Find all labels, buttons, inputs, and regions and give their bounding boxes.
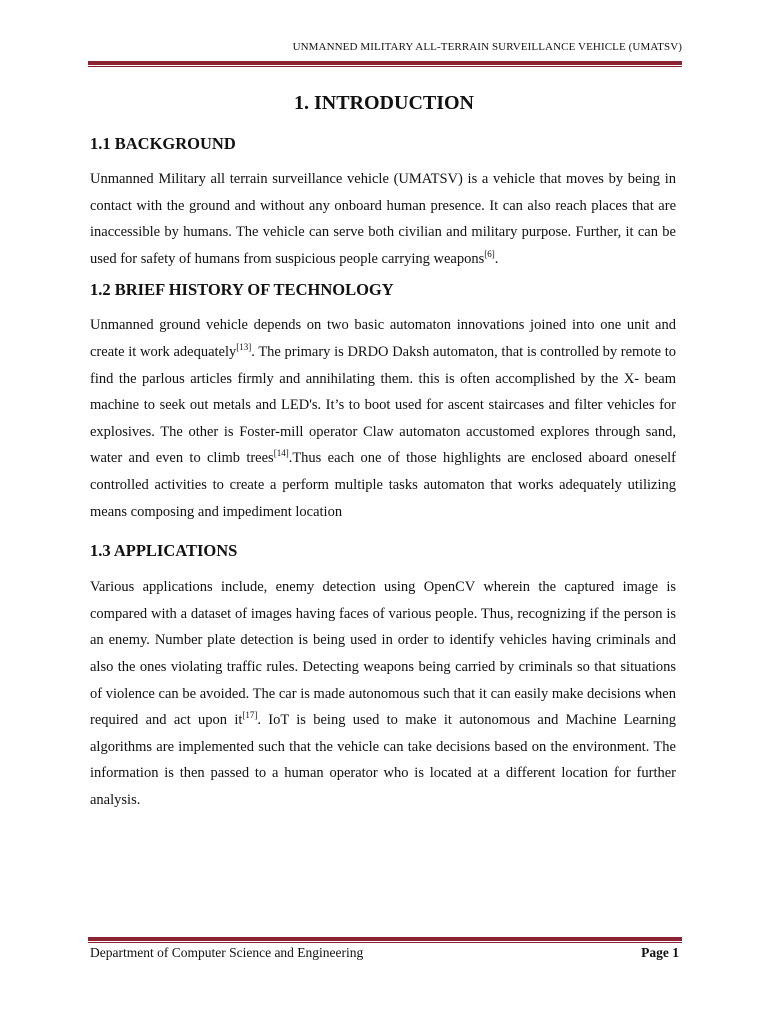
section-heading-applications: 1.3 APPLICATIONS xyxy=(90,541,238,561)
running-header: UNMANNED MILITARY ALL-TERRAIN SURVEILLANCE VEHICLE (UMATSV) xyxy=(292,41,682,53)
paragraph-text: . xyxy=(494,250,499,267)
page-number: Page 1 xyxy=(641,945,679,960)
section-heading-history: 1.2 BRIEF HISTORY OF TECHNOLOGY xyxy=(90,280,394,300)
paragraph-text: Unmanned ground vehicle depends on two basic automaton innovations joined into one unit and create it work adequately xyxy=(90,317,676,360)
citation-ref: [17] xyxy=(242,710,258,721)
paragraph-history xyxy=(90,312,676,525)
citation-ref: [13] xyxy=(236,342,252,353)
header-rule-thin xyxy=(88,66,682,67)
citation-ref: [14] xyxy=(273,448,289,459)
paragraph-background xyxy=(90,166,676,272)
section-heading-background: 1.1 BACKGROUND xyxy=(90,134,236,153)
footer-rule-thin xyxy=(88,942,682,943)
paragraph-text: .Thus each one of those highlights are enclosed aboard oneself controlled activities to create a perform multiple tasks automaton that works adequately utilizing means composing and impediment location xyxy=(90,450,676,520)
paragraph-text: Various applications include, enemy detection using OpenCV wherein the captured image is compared with a dataset of images having faces of various people. Thus, recognizing if the person is an enemy. Number plate detection is being used in order to identify vehicles having criminals and also the ones violating traffic rules. Detecting weapons being carried by criminals so that situations of violence can be avoided. The car is made autonomous such that it can easily make decisions when required and act upon it xyxy=(90,579,676,729)
chapter-title: 1. INTRODUCTION xyxy=(293,92,475,114)
footer-department: Department of Computer Science and Engineering xyxy=(90,945,364,960)
paragraph-text: . IoT is being used to make it autonomous and Machine Learning algorithms are implemented such that the vehicle can take decisions based on the environment. The information is then passed to a human operator who is located at a different location for further analysis. xyxy=(90,712,677,808)
page-content xyxy=(90,130,676,813)
paragraph-text: Unmanned Military all terrain surveillance vehicle (UMATSV) is a vehicle that moves by being in contact with the ground and without any onboard human presence. It can also reach places that are inaccessible by humans. The vehicle can serve both civilian and military purpose. Further, it can be used for safety of humans from suspicious people carrying weapons xyxy=(90,171,676,267)
header-rule-thick xyxy=(88,61,682,65)
paragraph-text: . The primary is DRDO Daksh automaton, that is controlled by remote to find the parlous articles firmly and annihilating them. this is often accomplished by the X- beam machine to seek out metals and LED's. It’s to boot used for ascent staircases and filter vehicles for explosives. The other is Foster-mill operator Claw automaton accustomed explores through sand, water and even to climb trees xyxy=(90,343,677,467)
paragraph-applications xyxy=(90,574,676,813)
footer-rule-thick xyxy=(88,937,682,941)
citation-ref: [6] xyxy=(484,248,495,259)
